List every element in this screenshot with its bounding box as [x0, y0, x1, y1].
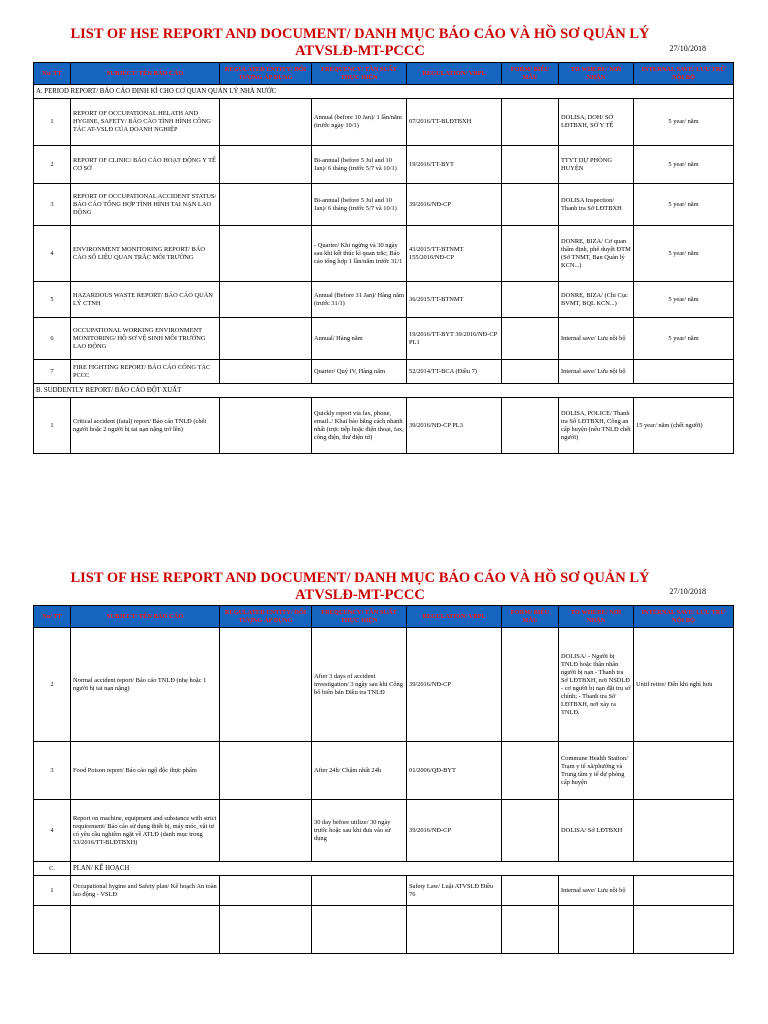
table-row	[34, 628, 734, 742]
cell-regulation: 43/2015/TT-BTNMT 155/2016/NĐ-CP	[407, 226, 502, 282]
cell-internal-save: 15 year/ năm (chết người)	[634, 398, 734, 454]
cell-no: 1	[34, 398, 71, 454]
cell-regulation: 52/2014/TT-BCA (Điều 7)	[407, 360, 502, 384]
cell-internal-save: 5 year/ năm	[634, 146, 734, 184]
header-regulation: REGULATION/ VBPL	[407, 63, 502, 85]
cell-regulation: 01/2006/QĐ-BYT	[407, 742, 502, 800]
header-subject: SUBJECT/ TÊN BÁO CÁO	[71, 63, 220, 85]
section-c-no: C.	[34, 862, 71, 876]
header-no: No/ TT	[34, 63, 71, 85]
cell-subject: Critical accident (fatal) report/ Báo cáo TNLĐ (chết người hoặc 2 người bị tai nạn nặng trở lên)	[71, 398, 220, 454]
header-to-where: TO WHERE/ NƠI NHẬN	[559, 606, 634, 628]
cell-regulation: 39/2016/NĐ-CP PL3	[407, 398, 502, 454]
cell-frequency: Annual/ Hàng năm	[312, 318, 407, 360]
cell-subject: OCCUPATIONAL WORKING ENVIRONMENT MONITORING/ HỒ SƠ VỆ SINH MÔI TRƯỜNG LAO ĐỘNG	[71, 318, 220, 360]
table-row	[34, 318, 734, 360]
table-row	[34, 742, 734, 800]
cell-no: 3	[34, 742, 71, 800]
cell-to-where: Internal save/ Lưu nội bộ	[559, 876, 634, 906]
cell-entity	[220, 282, 312, 318]
cell-internal-save	[634, 360, 734, 384]
header-internal-save: INTERNAL SAVE/ LƯU TRỮ NỘI BỘ	[634, 606, 734, 628]
cell-regulation: 36/2015/TT-BTNMT	[407, 282, 502, 318]
header-to-where: TO WHERE/ NƠI NHẬN	[559, 63, 634, 85]
cell-entity	[220, 318, 312, 360]
cell-empty	[407, 906, 502, 954]
table-row	[34, 99, 734, 146]
cell-entity	[220, 146, 312, 184]
cell-entity	[220, 628, 312, 742]
cell-subject: REPORT OF CLINIC/ BÁO CÁO HOẠT ĐỘNG Y TẾ CƠ SỞ	[71, 146, 220, 184]
cell-to-where: DOLISA, POLICE/ Thanh tra Sở LĐTBXH, Công an cấp huyện (nếu TNLĐ chết người)	[559, 398, 634, 454]
section-b-label: B. SUDDENTLY REPORT/ BÁO CÁO ĐỘT XUẤT	[34, 384, 734, 398]
cell-subject: HAZARDOUS WASTE REPORT/ BÁO CÁO QUẢN LÝ CTNH	[71, 282, 220, 318]
cell-no: 1	[34, 876, 71, 906]
table-row	[34, 184, 734, 226]
header-subject: SUBJECT/ TÊN BÁO CÁO	[71, 606, 220, 628]
cell-internal-save: 5 year/ năm	[634, 282, 734, 318]
header-no: No/ TT	[34, 606, 71, 628]
cell-entity	[220, 99, 312, 146]
table-row	[34, 876, 734, 906]
cell-no: 2	[34, 628, 71, 742]
header-regulation: REGULATION/ VBPL	[407, 606, 502, 628]
cell-form	[502, 146, 559, 184]
header-frequency: FREQUENCY/ TẦN SUẤT THỰC HIỆN	[312, 63, 407, 85]
cell-frequency	[312, 876, 407, 906]
cell-empty	[502, 906, 559, 954]
cell-frequency: Annual (before 10 Jan)/ 1 lần/năm (trước ngày 10/1)	[312, 99, 407, 146]
page2-title-line2: ATVSLĐ-MT-PCCC	[295, 587, 425, 603]
cell-subject: Normal accident report/ Báo cáo TNLĐ (nhẹ hoặc 1 người bị tai nạn nặng)	[71, 628, 220, 742]
table-row	[34, 282, 734, 318]
cell-regulation: Safety Law/ Luật ATVSLĐ Điều 76	[407, 876, 502, 906]
cell-entity	[220, 226, 312, 282]
page2-date: 27/10/2018	[669, 587, 706, 596]
page1-table	[33, 62, 734, 454]
cell-frequency: Quarter/ Quý IV, Hàng năm	[312, 360, 407, 384]
cell-form	[502, 360, 559, 384]
cell-entity	[220, 398, 312, 454]
cell-to-where: DOLISA/ - Người bị TNLĐ hoặc thân nhân người bị nạn - Thanh tra Sở LĐTBXH, nơi NSDLĐ - cơ người bị nạn đặt trụ sở chính; - Thanh tra Sở LĐTBXH, nơi xảy ra TNLĐ.	[559, 628, 634, 742]
cell-form	[502, 398, 559, 454]
cell-frequency: After 24h/ Chậm nhất 24h	[312, 742, 407, 800]
cell-regulation: 39/2016/NĐ-CP	[407, 800, 502, 862]
cell-to-where: DOLISA Inspection/ Thanh tra Sở LĐTBXH	[559, 184, 634, 226]
cell-internal-save: 5 year/ năm	[634, 99, 734, 146]
cell-form	[502, 800, 559, 862]
section-row-c	[34, 862, 734, 876]
cell-entity	[220, 184, 312, 226]
page2-table	[33, 605, 734, 954]
cell-form	[502, 628, 559, 742]
cell-subject: REPORT OF OCCUPATIONAL HELATH AND HYGINE, SAFETY/ BÁO CÁO TÌNH HÌNH CÔNG TÁC AT-VSLĐ CỦA DOANH NGHIỆP	[71, 99, 220, 146]
cell-subject: Occupational hygine and Safety plan/ Kế hoạch An toàn lao động - VSLĐ	[71, 876, 220, 906]
cell-regulation: 39/2016/NĐ-CP	[407, 184, 502, 226]
header-form: FORM/ BIỂU MẪU	[502, 606, 559, 628]
cell-frequency: Bi-annual (before 5 Jul and 10 Jan)/ 6 tháng (trước 5/7 và 10/1)	[312, 146, 407, 184]
header-frequency: FREQUENCY/ TẦN SUẤT THỰC HIỆN	[312, 606, 407, 628]
table-row-empty	[34, 906, 734, 954]
cell-form	[502, 99, 559, 146]
cell-frequency: 30 day before utilize/ 30 ngày trước hoặc sau khi đưa vào sử dụng	[312, 800, 407, 862]
cell-entity	[220, 742, 312, 800]
cell-subject: FIRE FIGHTING REPORT/ BÁO CÁO CÔNG TÁC PCCC	[71, 360, 220, 384]
cell-internal-save: 5 year/ năm	[634, 226, 734, 282]
cell-empty	[220, 906, 312, 954]
cell-form	[502, 226, 559, 282]
cell-internal-save: 5 year/ năm	[634, 184, 734, 226]
cell-empty	[559, 906, 634, 954]
cell-internal-save: Until retire/ Đến khi nghỉ hưu	[634, 628, 734, 742]
cell-no: 1	[34, 99, 71, 146]
header-entity: REGULATED ENTITY/ ĐỐI TƯỢNG ÁP DỤNG	[220, 63, 312, 85]
cell-form	[502, 318, 559, 360]
section-row-a	[34, 85, 734, 99]
cell-entity	[220, 800, 312, 862]
cell-regulation: 39/2016/NĐ-CP	[407, 628, 502, 742]
page1-date: 27/10/2018	[669, 44, 706, 53]
cell-empty	[71, 906, 220, 954]
cell-to-where: Internal save/ Lưu nội bộ	[559, 318, 634, 360]
table-row	[34, 360, 734, 384]
section-a-label: A. PERIOD REPORT/ BÁO CÁO ĐỊNH KÌ CHO CƠ QUAN QUẢN LÝ NHÀ NƯỚC	[34, 85, 734, 99]
page1-title-line2: ATVSLĐ-MT-PCCC	[295, 43, 425, 59]
cell-empty	[312, 906, 407, 954]
header-internal-save: INTERNAL SAVE/ LƯU TRỮ NỘI BỘ	[634, 63, 734, 85]
cell-internal-save	[634, 742, 734, 800]
table-row	[34, 226, 734, 282]
table-row	[34, 146, 734, 184]
table-row	[34, 398, 734, 454]
cell-no: 4	[34, 800, 71, 862]
cell-subject: ENVIRONMENT MONITORING REPORT/ BÁO CÁO SỐ LIỆU QUAN TRẮC MÔI TRƯỜNG	[71, 226, 220, 282]
page2-title-line1: LIST OF HSE REPORT AND DOCUMENT/ DANH MỤC BÁO CÁO VÀ HỒ SƠ QUẢN LÝ	[70, 570, 650, 586]
cell-entity	[220, 360, 312, 384]
page2-header-row	[34, 606, 734, 628]
cell-subject: REPORT OF OCCUPATIONAL ACCIDENT STATUS/ BÁO CÁO TỔNG HỢP TÌNH HÌNH TAI NẠN LAO ĐỘNG	[71, 184, 220, 226]
cell-form	[502, 876, 559, 906]
cell-regulation: 19/2016/TT-BYT 39/2016/NĐ-CP PL1	[407, 318, 502, 360]
cell-no: 2	[34, 146, 71, 184]
cell-to-where: Internal save/ Lưu nội bộ	[559, 360, 634, 384]
cell-internal-save: 5 year/ năm	[634, 318, 734, 360]
header-entity: REGULATED ENTITY/ ĐỐI TƯỢNG ÁP DỤNG	[220, 606, 312, 628]
cell-to-where: DOLISA, DOH/ SỞ LĐTBXH, SỞ Y TẾ	[559, 99, 634, 146]
cell-to-where: TTYT DỰ PHÒNG HUYỆN	[559, 146, 634, 184]
section-c-label: PLAN/ KẾ HOẠCH	[71, 862, 734, 876]
cell-subject: Food Poison report/ Báo cáo ngộ độc thực phẩm	[71, 742, 220, 800]
cell-no: 5	[34, 282, 71, 318]
cell-no: 4	[34, 226, 71, 282]
cell-frequency: Quickly report via fax, phone, email../ Khai báo bằng cách nhanh nhất (trực tiếp hoặc điện thoại, fax, công điện, thư điện tử)	[312, 398, 407, 454]
header-form: FORM/ BIỂU MẪU	[502, 63, 559, 85]
cell-to-where: DONRE, BIZA/ Cơ quan thẩm định, phê duyệt ĐTM (Sở TNMT, Ban Quản lý KCN...)	[559, 226, 634, 282]
cell-empty	[34, 906, 71, 954]
cell-frequency: After 3 days of accident investigation/ 3 ngày sau khi Công bố biên bản Điều tra TNLĐ	[312, 628, 407, 742]
cell-internal-save	[634, 800, 734, 862]
cell-entity	[220, 876, 312, 906]
cell-internal-save	[634, 876, 734, 906]
cell-to-where: Commune Health Station/ Trạm y tế xã/phường và Trung tâm y tế dự phòng cấp huyện	[559, 742, 634, 800]
cell-to-where: DONRE, BIZA/ (Chi Cục BVMT, BQL KCN...)	[559, 282, 634, 318]
cell-empty	[634, 906, 734, 954]
cell-to-where: DOLISA/ Sở LĐTBXH	[559, 800, 634, 862]
page1-header-row	[34, 63, 734, 85]
cell-frequency: Annual (Before 31 Jan)/ Hàng năm (trước 31/1)	[312, 282, 407, 318]
section-row-b	[34, 384, 734, 398]
cell-form	[502, 184, 559, 226]
cell-no: 3	[34, 184, 71, 226]
cell-regulation: 07/2016/TT-BLĐTBXH	[407, 99, 502, 146]
cell-form	[502, 742, 559, 800]
cell-form	[502, 282, 559, 318]
cell-no: 6	[34, 318, 71, 360]
cell-subject: Report on machine, equipment and substance with strict requirement/ Báo cáo sử dụng thiết bị, máy móc, vật tư có yêu cầu nghiêm ngặt về ATLĐ (danh mục trong 53/2016/TT-BLĐTBXH)	[71, 800, 220, 862]
cell-no: 7	[34, 360, 71, 384]
table-row	[34, 800, 734, 862]
cell-frequency: - Quarter/ Khi ngừng và 30 ngày sau khi kết thúc kì quan trắc; Báo cáo tổng hợp 1 lần/năm trước 31/1	[312, 226, 407, 282]
cell-regulation: 19/2016/TT-BYT	[407, 146, 502, 184]
cell-frequency: Bi-annual (before 5 Jul and 10 Jan)/ 6 tháng (trước 5/7 và 10/1)	[312, 184, 407, 226]
page1-title-line1: LIST OF HSE REPORT AND DOCUMENT/ DANH MỤC BÁO CÁO VÀ HỒ SƠ QUẢN LÝ	[70, 26, 650, 42]
